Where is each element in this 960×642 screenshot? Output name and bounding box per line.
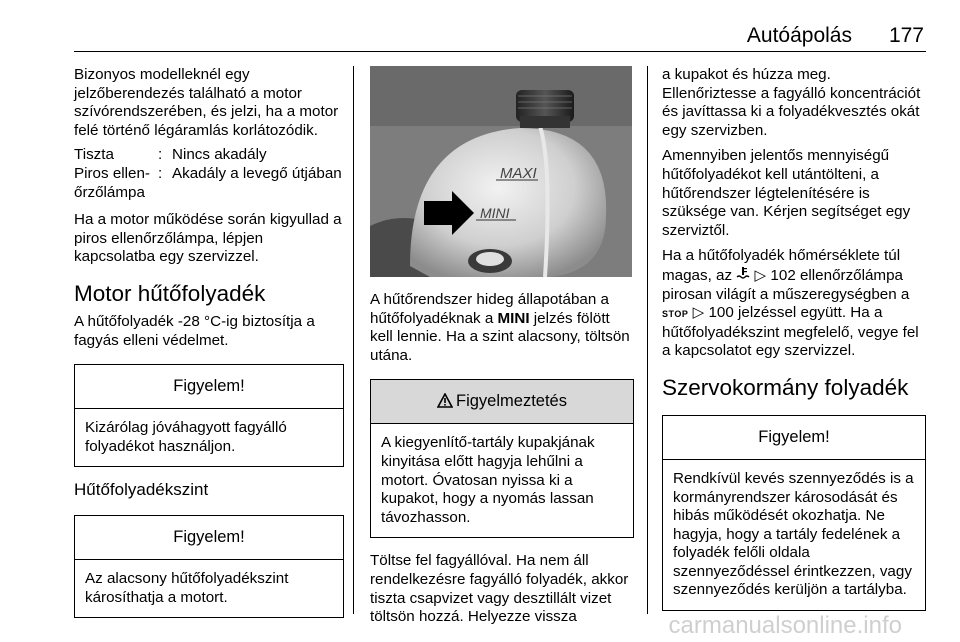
notice-title: Figyelem!	[75, 365, 343, 409]
notice-body: Az alacsony hűtőfolyadékszint károsíthatja a motort.	[85, 569, 289, 606]
intro-paragraph: Bizonyos modelleknél egy jelzőberendezés található a motor szívórendszerében, és jelzi, ha a motor felé történő légáramlás korlátozódik.	[74, 66, 339, 139]
column-divider	[353, 66, 354, 614]
notice-box	[74, 364, 344, 467]
paragraph	[370, 291, 634, 365]
page-number: 177	[888, 24, 924, 47]
notice-body: Kizárólag jóváhagyott fagyálló folyadékot használjon.	[85, 419, 287, 455]
watermark: carmanualsonline.info	[668, 612, 902, 639]
coolant-temperature-icon	[736, 267, 750, 284]
stop-icon: STOP	[662, 309, 689, 320]
paragraph: Töltse fel fagyállóval. Ha nem áll rendelkezésre fagyálló folyadék, akkor tiszta csapvizet vagy desztillált vizet töltsön hozzá. Helyezze vissza	[370, 552, 629, 626]
status-row	[74, 165, 344, 202]
column-1	[74, 66, 344, 632]
warning-box	[370, 379, 634, 538]
page-header	[0, 0, 960, 52]
text-run: Ha a hűtőfolyadék hőmérséklete túl magas, az	[662, 247, 901, 284]
paragraph: Ha a motor működése során kigyullad a piros ellenőrzőlámpa, lépjen kapcsolatba egy szervizzel.	[74, 211, 342, 266]
heading-coolant: Motor hűtőfolyadék	[74, 280, 266, 306]
section-title: Autóápolás	[746, 24, 852, 47]
column-3	[662, 66, 926, 625]
column-divider	[647, 66, 648, 614]
paragraph: a kupakot és húzza meg. Ellenőriztesse a fagyálló koncentrációt és javíttassa ki a folyadékvesztés okát egy szervizben.	[662, 66, 921, 139]
notice-body: Rendkívül kevés szennyeződés is a kormányrendszer károsodását és hibás működését okozhatja. Ne hagyja, hogy a tartály fedelének a folyadék felőli oldala szennyeződéssel érintkezzen, vagy szennyeződés kerüljön a tartályba.	[673, 469, 914, 599]
status-row	[74, 146, 344, 165]
status-value: Akadály a levegő útjában	[172, 164, 342, 182]
max-mark: MAXI	[500, 165, 537, 182]
coolant-reservoir-photo	[370, 66, 632, 277]
notice-box	[74, 515, 344, 618]
warning-triangle-icon	[437, 382, 453, 425]
column-2	[370, 66, 634, 627]
warning-body: A kiegyenlítő-tartály kupakjának kinyitása előtt hagyja lehűlni a motort. Óvatosan nyissa ki a kupakot, hogy a nyomás lassan távozhasson.	[381, 434, 595, 526]
min-label: MINI	[497, 309, 530, 327]
reservoir-illustration	[370, 66, 632, 277]
status-value: Nincs akadály	[172, 146, 267, 164]
paragraph: A hűtőfolyadék -28 °C-ig biztosítja a fagyás elleni védelmet.	[74, 312, 315, 349]
notice-title: Figyelem!	[75, 516, 343, 560]
notice-title: Figyelem!	[663, 416, 925, 460]
page-reference-icon: ▷	[750, 266, 767, 284]
warning-title-bar	[371, 380, 633, 424]
status-key: Piros ellen-őrzőlámpa	[74, 164, 150, 201]
status-key: Tiszta	[74, 146, 114, 164]
text-run: 100 jelzéssel együtt. Ha a hűtőfolyadékszint megfelelő, vegye fel a kapcsolatot egy szervizzel.	[662, 304, 919, 360]
text-run: A hűtőrendszer hideg állapotában a hűtőfolyadéknak a	[370, 291, 609, 327]
header-rule	[74, 51, 926, 52]
min-mark: MINI	[480, 205, 510, 221]
page-reference-icon: ▷	[688, 304, 705, 322]
text-run: jelzés fölött kell lennie. Ha a szint alacsony, töltsön utána.	[370, 309, 630, 364]
heading-power-steering: Szervokormány folyadék	[662, 374, 909, 400]
paragraph: Amennyiben jelentős mennyiségű hűtőfolyadékot kell utántölteni, a hűtőrendszer légtelenítésére is szüksége van. Kérjen segítséget egy szerviztől.	[662, 147, 911, 239]
status-sep: :	[158, 164, 163, 182]
text-run: 102 ellenőrzőlámpa pirosan világít a műszeregységben a	[662, 266, 910, 303]
heading-coolant-level: Hűtőfolyadékszint	[74, 480, 209, 500]
warning-title: Figyelmeztetés	[456, 392, 567, 411]
paragraph	[662, 247, 926, 361]
status-sep: :	[158, 146, 163, 164]
notice-box	[662, 415, 926, 611]
